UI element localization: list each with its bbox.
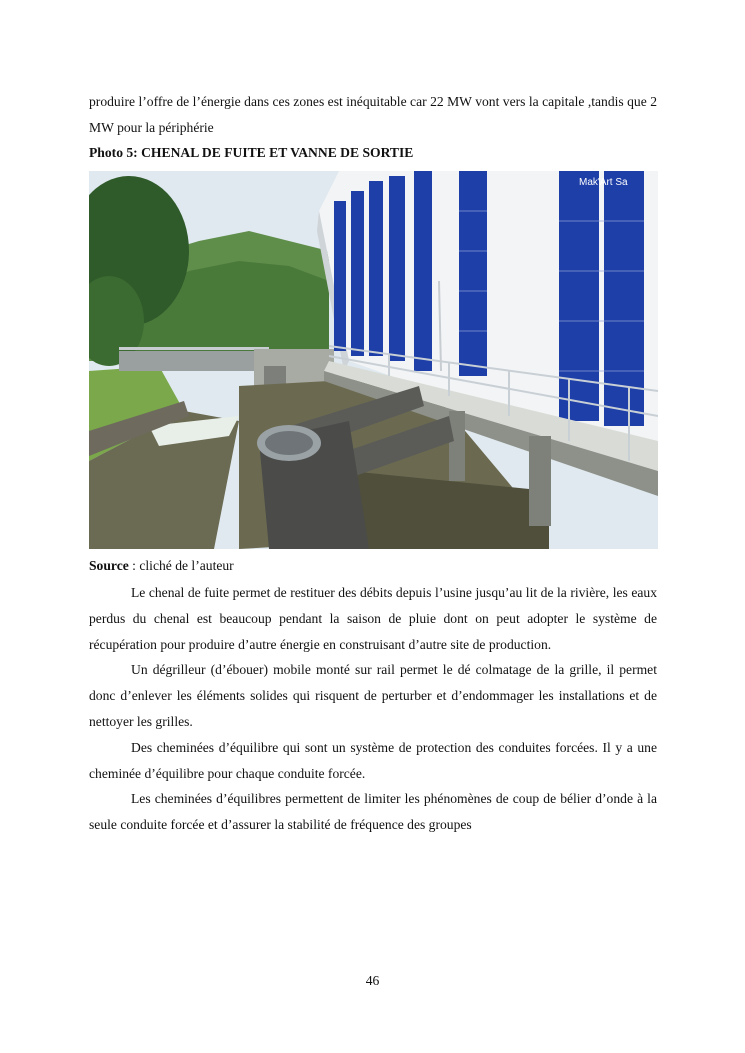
paragraph-surge-tanks: Des cheminées d’équilibre qui sont un système de protection des conduites forcées. Il y a une cheminée d’équilibre pour chaque conduite forcée. <box>89 739 657 781</box>
paragraph-water-hammer: Les cheminées d’équilibres permettent de limiter les phénomènes de coup de bélier d’onde à la seule conduite forcée et d’assurer la stabilité de fréquence des groupes <box>89 791 657 833</box>
source-label: Source <box>89 558 129 573</box>
page-number: 46 <box>365 973 380 988</box>
photo-tailrace-channel <box>89 171 658 549</box>
intro-paragraph: produire l’offre de l’énergie dans ces zones est inéquitable car 22 MW vont vers la capitale ,tandis que 2 MW pour la périphérie <box>89 94 657 135</box>
source-text: : cliché de l’auteur <box>128 558 234 573</box>
photo-watermark: Mak'Art Sa <box>579 177 628 188</box>
photo-source <box>89 555 234 577</box>
body-text <box>89 580 657 838</box>
photo-title: Photo 5: CHENAL DE FUITE ET VANNE DE SORTIE <box>89 145 414 160</box>
paragraph-tailrace: Le chenal de fuite permet de restituer des débits depuis l’usine jusqu’au lit de la rivière, les eaux perdus du chenal est beaucoup pendant la saison de pluie dont on peut adopter le système de récupération pour produire d’autre énergie en construisant d’autre site de production. <box>89 585 657 652</box>
paragraph-trash-rack-cleaner: Un dégrilleur (d’ébouer) mobile monté sur rail permet le dé colmatage de la grille, il permet donc d’enlever les éléments solides qui risquent de perturber et d’endommager les installations et de nettoyer les grilles. <box>89 662 657 729</box>
